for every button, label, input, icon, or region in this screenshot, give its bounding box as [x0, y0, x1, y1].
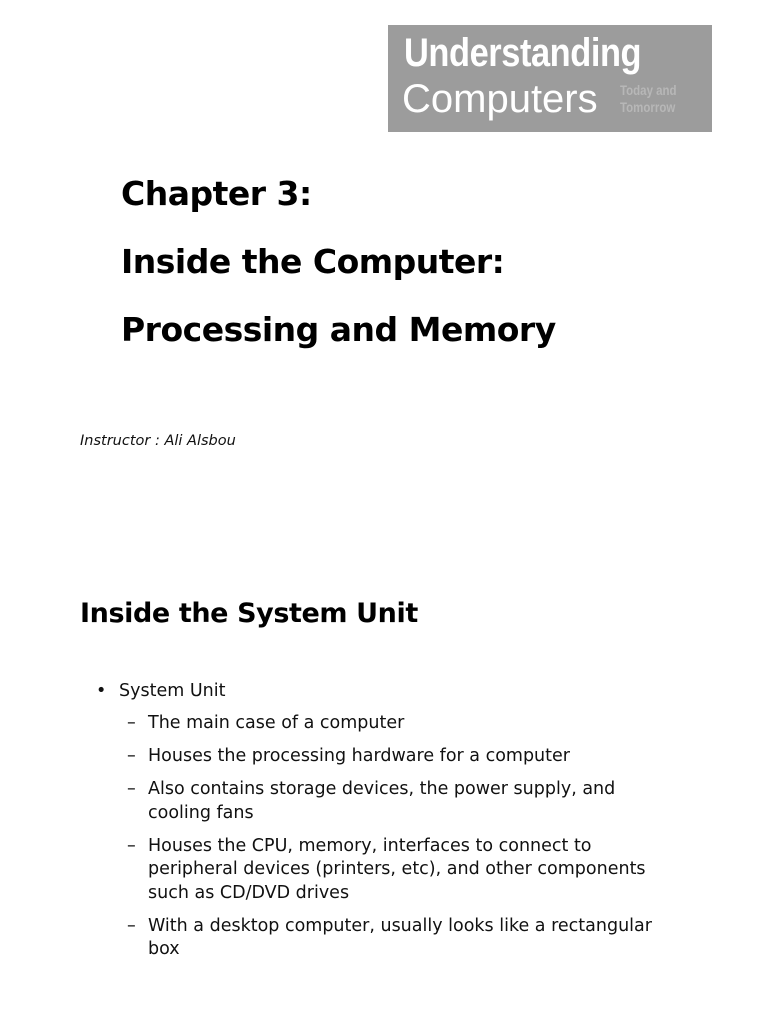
sub-bullet-text: Houses the CPU, memory, interfaces to connect to peripheral devices (printers, etc), and other components such as CD/DVD drives: [148, 835, 646, 903]
sub-bullet-text: Houses the processing hardware for a computer: [148, 746, 570, 766]
book-logo: [388, 25, 712, 132]
logo-tagline-line2: Tomorrow: [620, 99, 676, 115]
sub-bullet-item: [80, 712, 668, 736]
sub-bullet-item: [80, 915, 668, 962]
chapter-number: Chapter 3:: [121, 174, 312, 213]
sub-bullet-item: [80, 835, 668, 906]
chapter-title-line-1: Inside the Computer:: [121, 242, 505, 281]
bullet-text: System Unit: [119, 681, 226, 701]
bullet-list: [80, 679, 680, 971]
section-heading: Inside the System Unit: [80, 598, 418, 629]
chapter-title: [121, 160, 556, 364]
logo-tagline: [620, 82, 677, 116]
dash-icon: –: [127, 713, 136, 733]
dash-icon: –: [127, 779, 136, 799]
sub-bullet-text: Also contains storage devices, the power supply, and cooling fans: [148, 779, 616, 823]
logo-tagline-line1: Today and: [620, 82, 677, 98]
chapter-title-line-2: Processing and Memory: [121, 310, 556, 349]
sub-bullet-text: The main case of a computer: [148, 713, 405, 733]
logo-title-understanding: Understanding: [404, 31, 642, 75]
sub-bullet-item: [80, 745, 668, 769]
bullet-dot-icon: •: [96, 681, 107, 701]
dash-icon: –: [127, 835, 136, 856]
logo-title-computers: Computers: [402, 77, 598, 121]
sub-bullet-item: [80, 778, 668, 825]
instructor-credit: Instructor : Ali Alsbou: [80, 433, 236, 449]
bullet-item: [80, 679, 680, 703]
dash-icon: –: [127, 915, 136, 936]
sub-bullet-text: With a desktop computer, usually looks like a rectangular box: [148, 915, 652, 959]
dash-icon: –: [127, 746, 136, 766]
